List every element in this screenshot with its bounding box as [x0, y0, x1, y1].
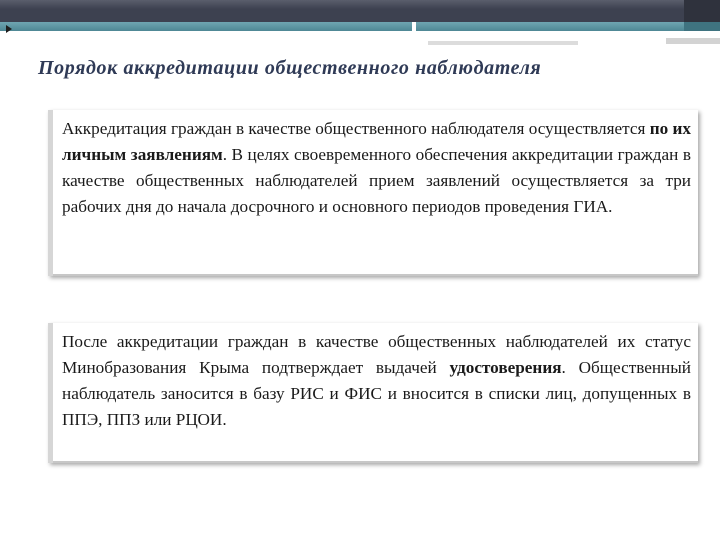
- slide-title: Порядок аккредитации общественного наблюдателя: [38, 57, 542, 79]
- box1-text-start: Аккредитация граждан в качестве общественного наблюдателя осуществляется: [62, 119, 650, 138]
- decorative-line-right: [666, 38, 720, 44]
- header-band: [0, 0, 720, 22]
- accent-bar-end: [684, 22, 720, 31]
- certificate-text-box: [48, 323, 698, 463]
- box1-text-end: . В целях своевременного обеспечения аккредитации граждан в качестве общественных наблюдателей прием заявлений осуществляется за три рабочих дня до начала досрочного и основного периодов проведения ГИА.: [62, 145, 691, 216]
- accent-bar-left: [0, 22, 412, 31]
- box1-bold-text: по их личным заявлениям: [62, 119, 691, 164]
- box2-bold-text: удостоверения: [449, 358, 562, 377]
- accreditation-text-box: [48, 110, 698, 276]
- accent-bar-right: [416, 22, 684, 31]
- bullet-triangle-icon: [6, 25, 12, 33]
- decorative-line: [428, 41, 578, 45]
- box2-text-start: После аккредитации граждан в качестве общественных наблюдателей их статус Минобразования Крыма подтверждает выдачей: [62, 332, 691, 377]
- box2-text-end: . Общественный наблюдатель заносится в базу РИС и ФИС и вносится в списки лиц, допущенных в ППЭ, ППЗ или РЦОИ.: [62, 358, 691, 429]
- header-dark-block: [684, 0, 720, 22]
